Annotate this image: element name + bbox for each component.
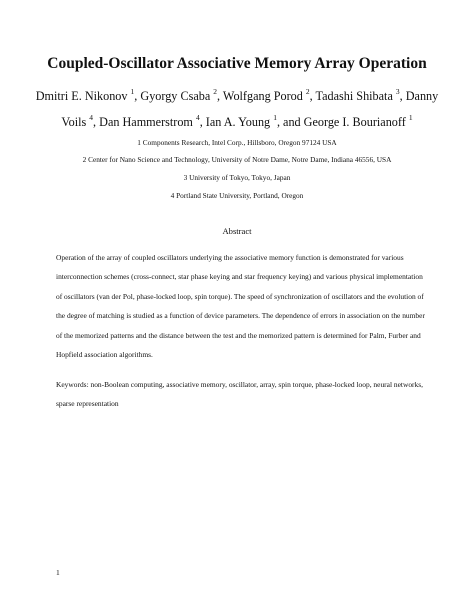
author-name: Dan Hammerstrom [99,115,196,129]
author-name: Gyorgy Csaba [140,89,214,103]
affiliation-marker: 3 [395,86,400,96]
author-separator: , [134,89,141,103]
keywords-text: Keywords: non-Boolean computing, associative memory, oscillator, array, spin torque, phase-locked loop, neural networks, sparse representation [56,380,424,409]
author-list-line-2 [28,114,446,130]
author-name: Tadashi Shibata [315,89,396,103]
affiliation-2: 2 Center for Nano Science and Technology, University of Notre Dame, Notre Dame, Indiana 46556, USA [82,155,392,164]
author-name: Danny [405,89,439,103]
affiliation-marker: 4 [195,112,200,122]
affiliation-1: 1 Components Research, Intel Corp., Hillsboro, Oregon 97124 USA [137,138,337,147]
abstract-heading: Abstract [222,226,252,236]
affiliation-marker: 1 [408,112,413,122]
author-name: Dmitri E. Nikonov [35,89,131,103]
author-separator: , [199,115,206,129]
paper-title: Coupled-Oscillator Associative Memory Array Operation [47,55,427,72]
author-separator: , [309,89,316,103]
affiliation-3: 3 University of Tokyo, Tokyo, Japan [183,173,291,182]
author-name: Ian A. Young [205,115,274,129]
author-list-line-1 [28,88,446,104]
affiliation-marker: 4 [89,112,94,122]
author-separator: , [93,115,100,129]
affiliation-marker: 1 [130,86,135,96]
abstract-text: Operation of the array of coupled oscillators underlying the associative memory function is demonstrated for various interconnection schemes (cross-connect, star phase keying and star frequency keying) and various physical implementation of oscillators (van der Pol, phase-locked loop, spin torque). The speed of synchronization of oscillators and the evolution of the degree of matching is studied as a function of device parameters. The dependence of errors in association on the number of the memorized patterns and the distance between the test and the memorized pattern is determined for Palm, Furber and Hopfield association algorithms. [56,253,425,360]
author-name: and George I. Bourianoff [283,115,409,129]
author-separator: , [276,115,284,129]
affiliation-marker: 2 [305,86,310,96]
page-number: 1 [56,568,60,577]
affiliation-marker: 1 [273,112,277,122]
author-separator: , [217,89,223,103]
affiliation-4: 4 Portland State University, Portland, Oregon [170,191,304,200]
author-name: Voils [61,115,90,129]
author-separator: , [399,89,406,103]
author-name: Wolfgang Porod [222,89,306,103]
affiliation-marker: 2 [213,86,218,96]
